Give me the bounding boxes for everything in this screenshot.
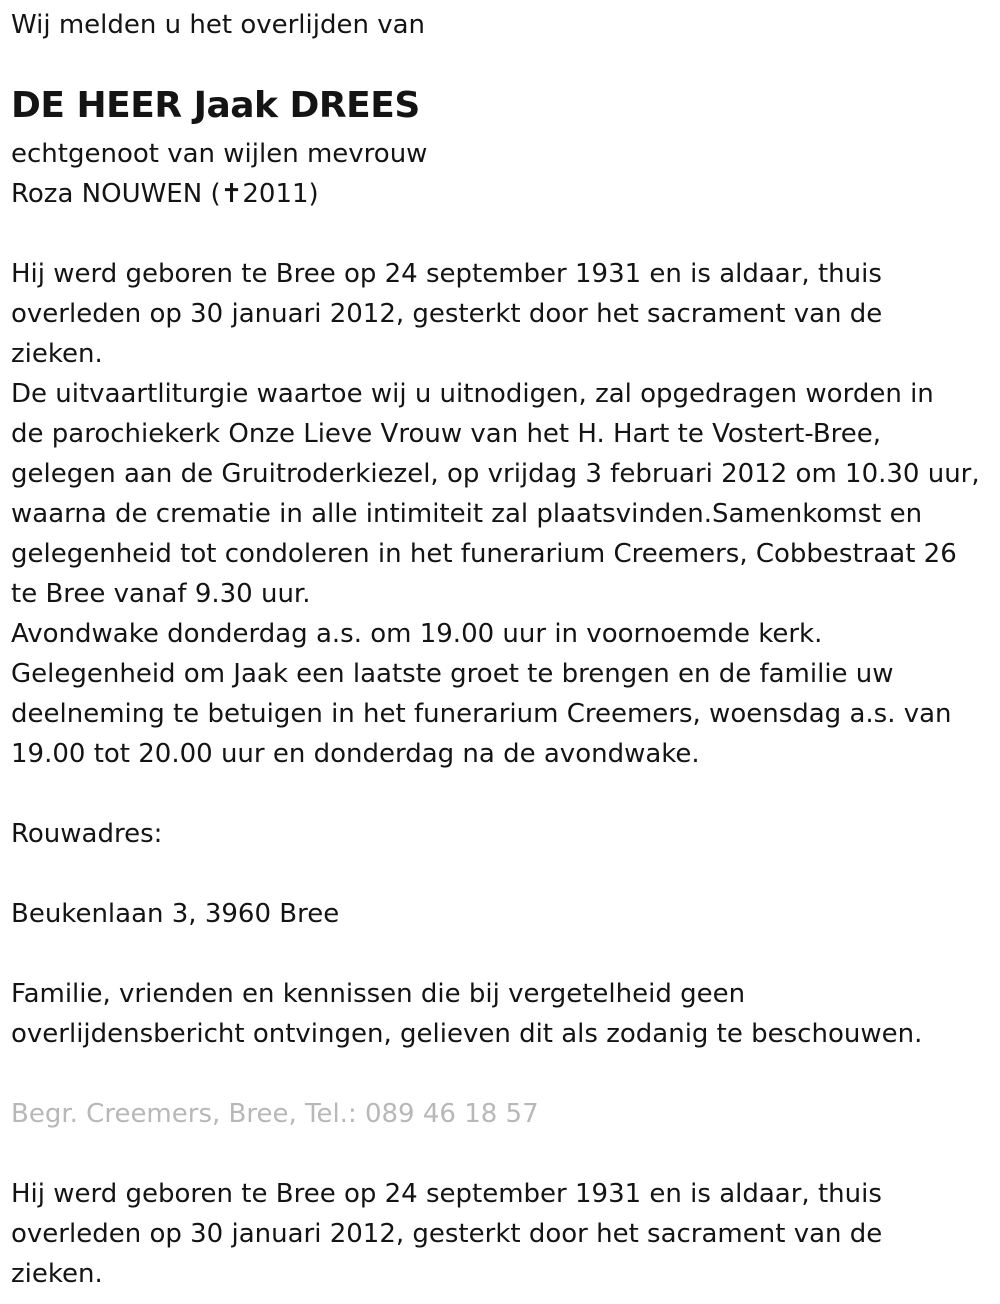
main-text-line: de parochiekerk Onze Lieve Vrouw van het H. Hart te Vostert-Bree, <box>11 419 882 449</box>
deceased-name: DE HEER Jaak DREES <box>11 85 420 126</box>
main-text-line: zieken. <box>11 339 103 369</box>
main-text-line: Hij werd geboren te Bree op 24 september 1931 en is aldaar, thuis <box>11 259 882 289</box>
main-text-line: De uitvaartliturgie waartoe wij u uitnodigen, zal opgedragen worden in <box>11 379 934 409</box>
repeat-text-line: zieken. <box>11 1259 103 1289</box>
main-text-line: gelegenheid tot condoleren in het funerarium Creemers, Cobbestraat 26 <box>11 539 957 569</box>
spouse-name-line: Roza NOUWEN (✝2011) <box>11 179 319 209</box>
main-text-line: 19.00 tot 20.00 uur en donderdag na de avondwake. <box>11 739 700 769</box>
family-notice-line: Familie, vrienden en kennissen die bij vergetelheid geen <box>11 979 746 1009</box>
family-notice-line: overlijdensbericht ontvingen, gelieven dit als zodanig te beschouwen. <box>11 1019 923 1049</box>
main-text-line: Avondwake donderdag a.s. om 19.00 uur in voornoemde kerk. <box>11 619 823 649</box>
main-text-line: gelegen aan de Gruitroderkiezel, op vrijdag 3 februari 2012 om 10.30 uur, <box>11 459 980 489</box>
undertaker-info: Begr. Creemers, Bree, Tel.: 089 46 18 57 <box>11 1099 539 1129</box>
main-text-line: Gelegenheid om Jaak een laatste groet te brengen en de familie uw <box>11 659 894 689</box>
address-label: Rouwadres: <box>11 819 163 849</box>
main-text-line: overleden op 30 januari 2012, gesterkt door het sacrament van de <box>11 299 883 329</box>
main-text-line: deelneming te betuigen in het funerarium Creemers, woensdag a.s. van <box>11 699 952 729</box>
intro-text: Wij melden u het overlijden van <box>11 10 426 40</box>
spouse-block <box>11 134 427 214</box>
main-text-line: te Bree vanaf 9.30 uur. <box>11 579 311 609</box>
spouse-line: echtgenoot van wijlen mevrouw <box>11 139 428 169</box>
repeat-text-line: overleden op 30 januari 2012, gesterkt door het sacrament van de <box>11 1219 883 1249</box>
address: Beukenlaan 3, 3960 Bree <box>11 899 340 929</box>
repeat-text-line: Hij werd geboren te Bree op 24 september 1931 en is aldaar, thuis <box>11 1179 882 1209</box>
family-notice-block <box>11 974 922 1054</box>
main-text-block <box>11 254 980 774</box>
repeat-text-block <box>11 1174 882 1294</box>
main-text-line: waarna de crematie in alle intimiteit zal plaatsvinden.Samenkomst en <box>11 499 923 529</box>
